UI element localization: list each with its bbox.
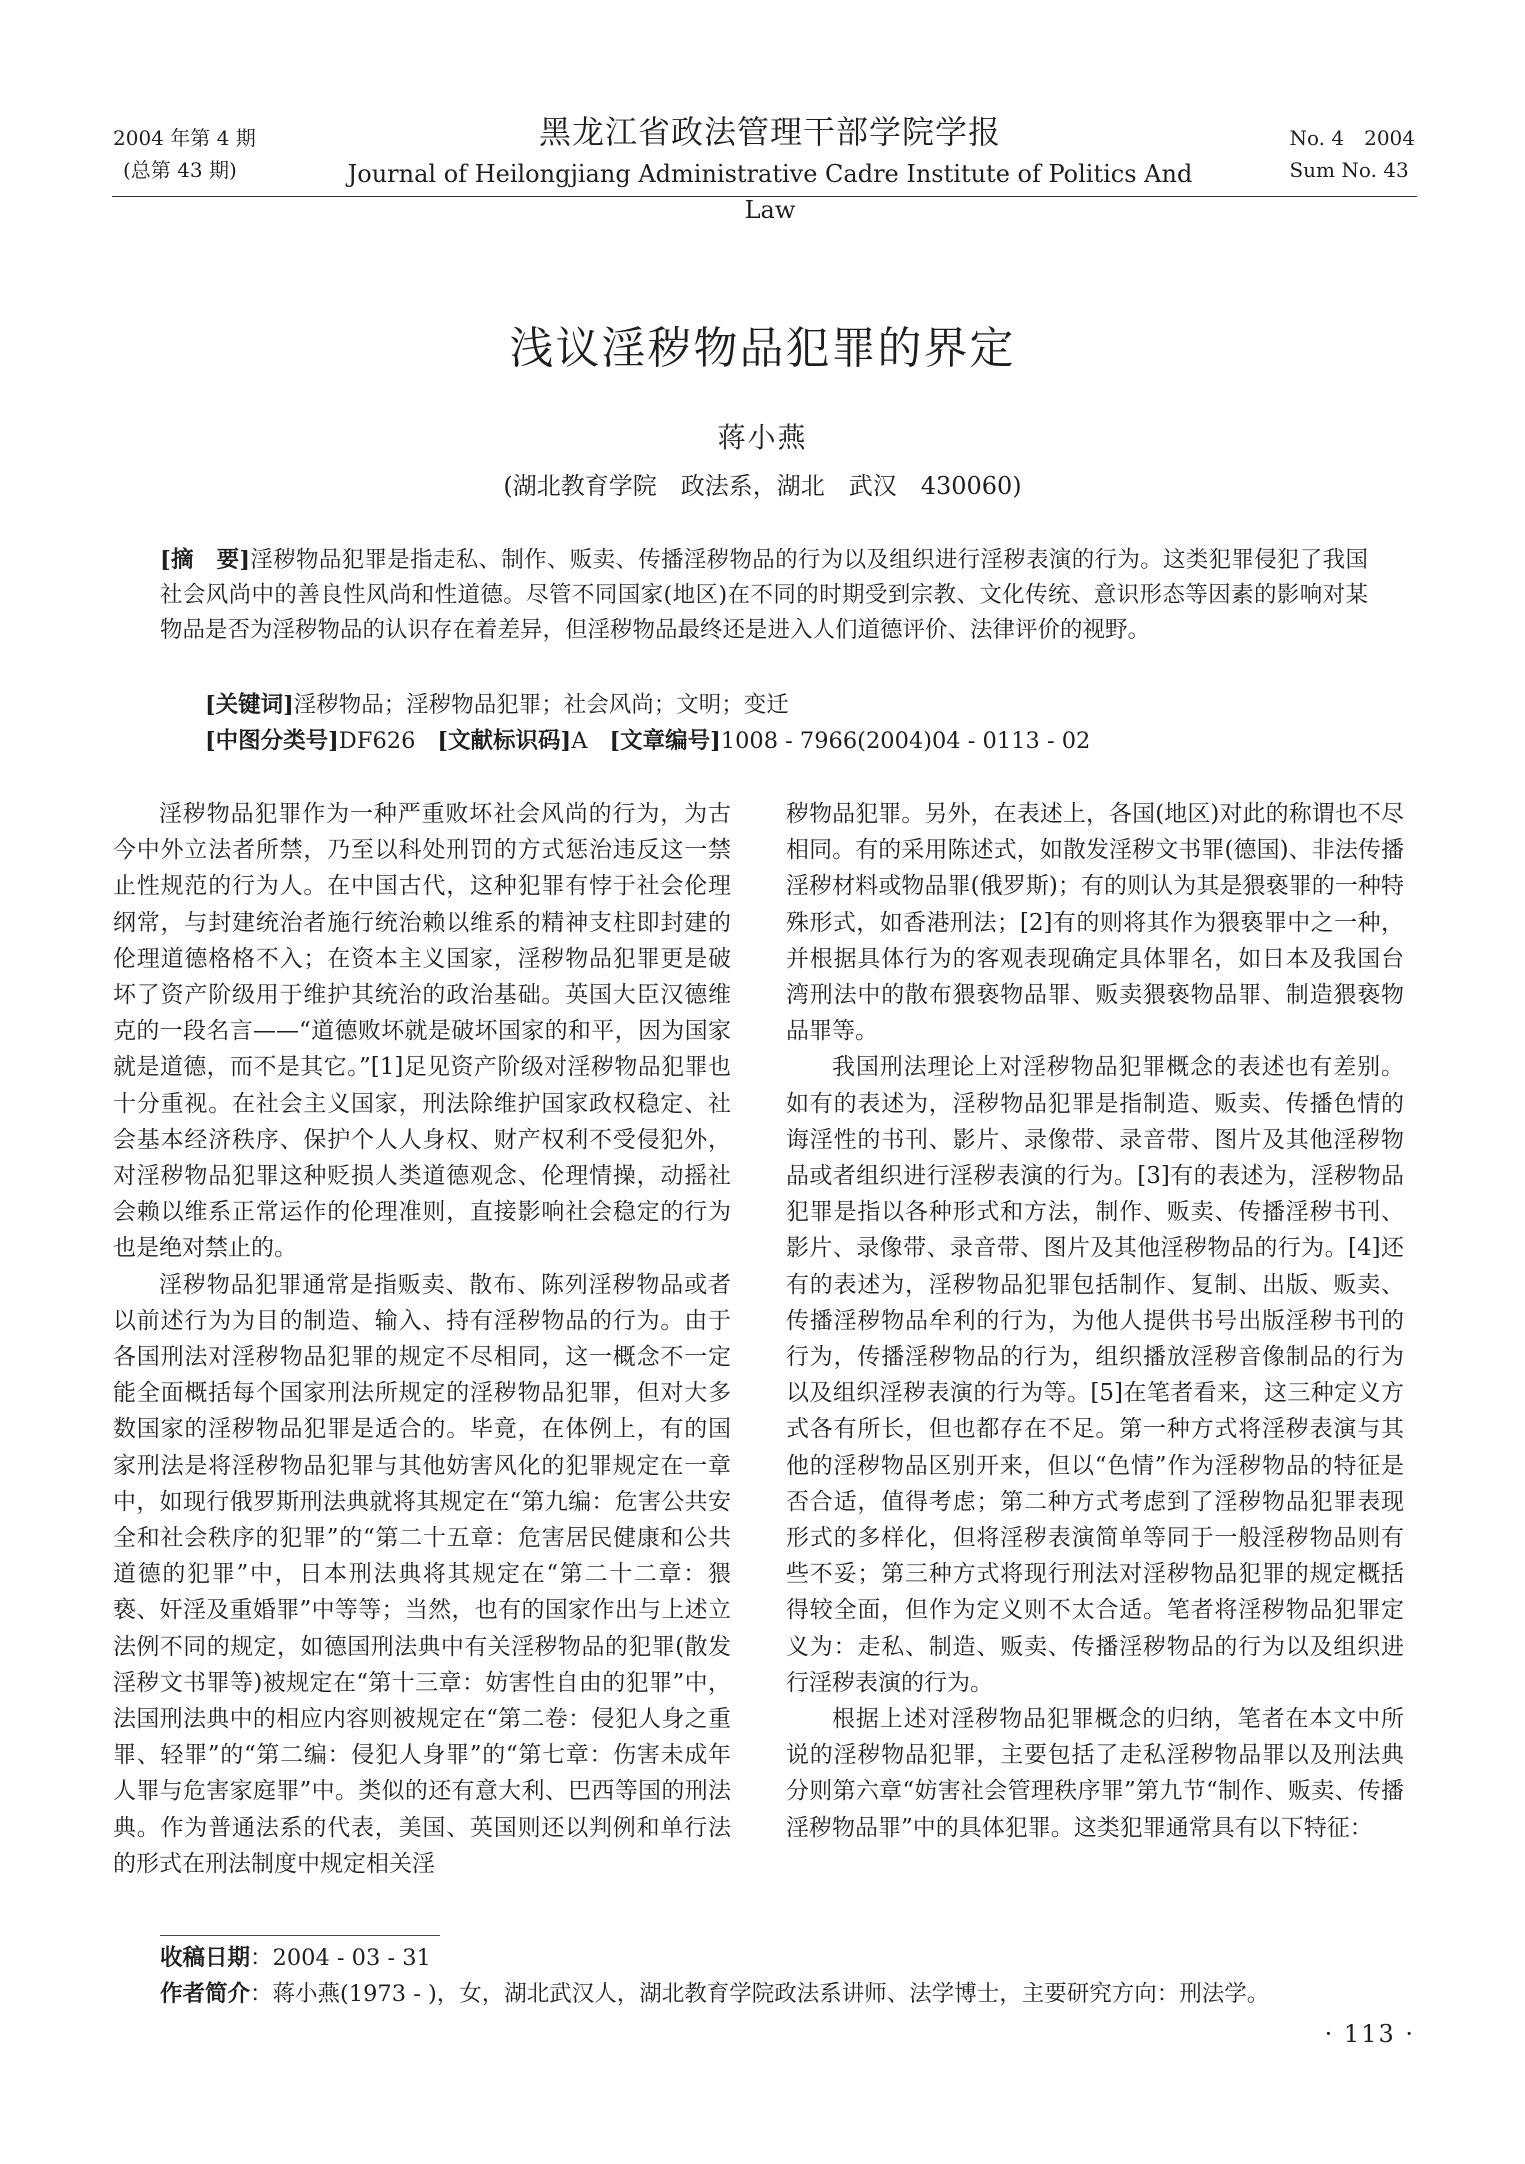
keywords-label: [关键词]: [205, 692, 294, 718]
received-label: 收稿日期: [160, 1945, 251, 1971]
abstract: [160, 543, 1368, 648]
article-id-value: 1008 - 7966(2004)04 - 0113 - 02: [720, 728, 1091, 754]
issue-info-en: [1289, 122, 1415, 186]
keywords: [205, 688, 789, 723]
paragraph: 淫秽物品犯罪作为一种严重败坏社会风尚的行为，为古今中外立法者所禁，乃至以科处刑罚的方式惩治违反这一禁止性规范的行为人。在中国古代，这种犯罪有悖于社会伦理纲常，与封建统治者施行统治赖以维系的精神支柱即封建的伦理道德格格不入；在资本主义国家，淫秽物品犯罪更是破坏了资产阶级用于维护其统治的政治基础。英国大臣汉德维克的一段名言——“道德败坏就是破坏国家的和平，因为国家就是道德，而不是其它。”[1]足见资产阶级对淫秽物品犯罪也十分重视。在社会主义国家，刑法除维护国家政权稳定、社会基本经济秩序、保护个人人身权、财产权利不受侵犯外，对淫秽物品犯罪这种贬损人类道德观念、伦理情操，动摇社会赖以维系正常运作的伦理准则，直接影响社会稳定的行为也是绝对禁止的。: [113, 801, 731, 1262]
paragraph: 我国刑法理论上对淫秽物品犯罪概念的表述也有差别。如有的表述为，淫秽物品犯罪是指制造、贩卖、传播色情的诲淫性的书刊、影片、录像带、录音带、图片及其他淫秽物品或者组织进行淫秽表演的行为。[3]有的表述为，淫秽物品犯罪是指以各种形式和方法，制作、贩卖、传播淫秽书刊、影片、录像带、录音带、图片及其他淫秽物品的行为。[4]还有的表述为，淫秽物品犯罪包括制作、复制、出版、贩卖、传播淫秽物品牟利的行为，为他人提供书号出版淫秽书刊的行为，传播淫秽物品的行为，组织播放淫秽音像制品的行为以及组织淫秽表演的行为等。[5]在笔者看来，这三种定义方式各有所长，但也都存在不足。第一种方式将淫秽表演与其他的淫秽物品区别开来，但以“色情”作为淫秽物品的特征是否合适，值得考虑；第二种方式考虑到了淫秽物品犯罪表现形式的多样化，但将淫秽表演简单等同于一般淫秽物品则有些不妥；第三种方式将现行刑法对淫秽物品犯罪的规定概括得较全面，但作为定义则不太合适。笔者将淫秽物品犯罪定义为：走私、制造、贩卖、传播淫秽物品的行为以及组织进行淫秽表演的行为。: [786, 1054, 1404, 1696]
bio-label: 作者简介: [160, 1981, 251, 2007]
clc-label: [中图分类号]: [205, 728, 339, 754]
footnote-rule: [160, 1935, 440, 1936]
author-bio: [160, 1978, 1269, 2010]
issue-number: 2004 年第 4 期: [113, 126, 256, 150]
issue-sum-en: Sum No. 43: [1289, 158, 1409, 182]
author-affiliation: (湖北教育学院 政法系，湖北 武汉 430060): [503, 472, 1022, 500]
body-column-left: [113, 796, 731, 1882]
header-rule: [112, 196, 1417, 197]
abstract-text: 淫秽物品犯罪是指走私、制作、贩卖、传播淫秽物品的行为以及组织进行淫秽表演的行为。这类犯罪侵犯了我国社会风尚中的善良性风尚和性道德。尽管不同国家(地区)在不同的时期受到宗教、文化传统、意识形态等因素的影响对某物品是否为淫秽物品的认识存在着差异，但淫秽物品最终还是进入人们道德评价、法律评价的视野。: [160, 547, 1368, 643]
received-value: ：2004 - 03 - 31: [250, 1945, 431, 1971]
author-name: 蒋小燕: [717, 421, 808, 454]
article-id-label: [文章编号]: [609, 728, 721, 754]
paragraph-continued: 秽物品犯罪。另外，在表述上，各国(地区)对此的称谓也不尽相同。有的采用陈述式，如散发淫秽文书罪(德国)、非法传播淫秽材料或物品罪(俄罗斯)；有的则认为其是猥亵罪的一种特殊形式，如香港刑法；[2]有的则将其作为猥亵罪中之一种，并根据具体行为的客观表现确定具体罪名，如日本及我国台湾刑法中的散布猥亵物品罪、贩卖猥亵物品罪、制造猥亵物品罪等。: [786, 801, 1404, 1045]
clc-value: DF626: [338, 728, 416, 754]
issue-number-en: No. 4 2004: [1289, 126, 1415, 150]
issue-info: [113, 122, 256, 186]
classification-line: [205, 724, 1090, 759]
journal-title-cn: 黑龙江省政法管理干部学院学报: [538, 113, 1001, 151]
paragraph: 根据上述对淫秽物品犯罪概念的归纳，笔者在本文中所说的淫秽物品犯罪，主要包括了走私淫秽物品罪以及刑法典分则第六章“妨害社会管理秩序罪”第九节“制作、贩卖、传播淫秽物品罪”中的具体犯罪。这类犯罪通常具有以下特征：: [786, 1706, 1404, 1841]
received-date: [160, 1942, 431, 1974]
abstract-label: [摘 要]: [160, 547, 251, 573]
page-number: · 113 ·: [1324, 2020, 1415, 2048]
doc-code-value: A: [571, 728, 588, 754]
doc-code-label: [文献标识码]: [437, 728, 572, 754]
body-column-right: [786, 796, 1404, 1846]
issue-total: (总第 43 期): [123, 158, 237, 182]
article-title: 浅议淫秽物品犯罪的界定: [509, 323, 1016, 374]
keywords-text: 淫秽物品；淫秽物品犯罪；社会风尚；文明；变迁: [293, 692, 789, 718]
journal-header: [340, 110, 1200, 228]
journal-title-en: Journal of Heilongjiang Administrative Cadre Institute of Politics And Law: [347, 160, 1193, 224]
paragraph: 淫秽物品犯罪通常是指贩卖、散布、陈列淫秽物品或者以前述行为为目的制造、输入、持有淫秽物品的行为。由于各国刑法对淫秽物品犯罪的规定不尽相同，这一概念不一定能全面概括每个国家刑法所规定的淫秽物品犯罪，但对大多数国家的淫秽物品犯罪是适合的。毕竟，在体例上，有的国家刑法是将淫秽物品犯罪与其他妨害风化的犯罪规定在一章中，如现行俄罗斯刑法典就将其规定在“第九编：危害公共安全和社会秩序的犯罪”的“第二十五章：危害居民健康和公共道德的犯罪”中，日本刑法典将其规定在“第二十二章：猥亵、奸淫及重婚罪”中等等；当然，也有的国家作出与上述立法例不同的规定，如德国刑法典中有关淫秽物品的犯罪(散发淫秽文书罪等)被规定在“第十三章：妨害性自由的犯罪”中，法国刑法典中的相应内容则被规定在“第二卷：侵犯人身之重罪、轻罪”的“第二编：侵犯人身罪”的“第七章：伤害未成年人罪与危害家庭罪”中。类似的还有意大利、巴西等国的刑法典。作为普通法系的代表，美国、英国则还以判例和单行法的形式在刑法制度中规定相关淫: [113, 1271, 731, 1877]
bio-value: ：蒋小燕(1973 - )，女，湖北武汉人，湖北教育学院政法系讲师、法学博士，主要研究方向：刑法学。: [250, 1981, 1270, 2007]
